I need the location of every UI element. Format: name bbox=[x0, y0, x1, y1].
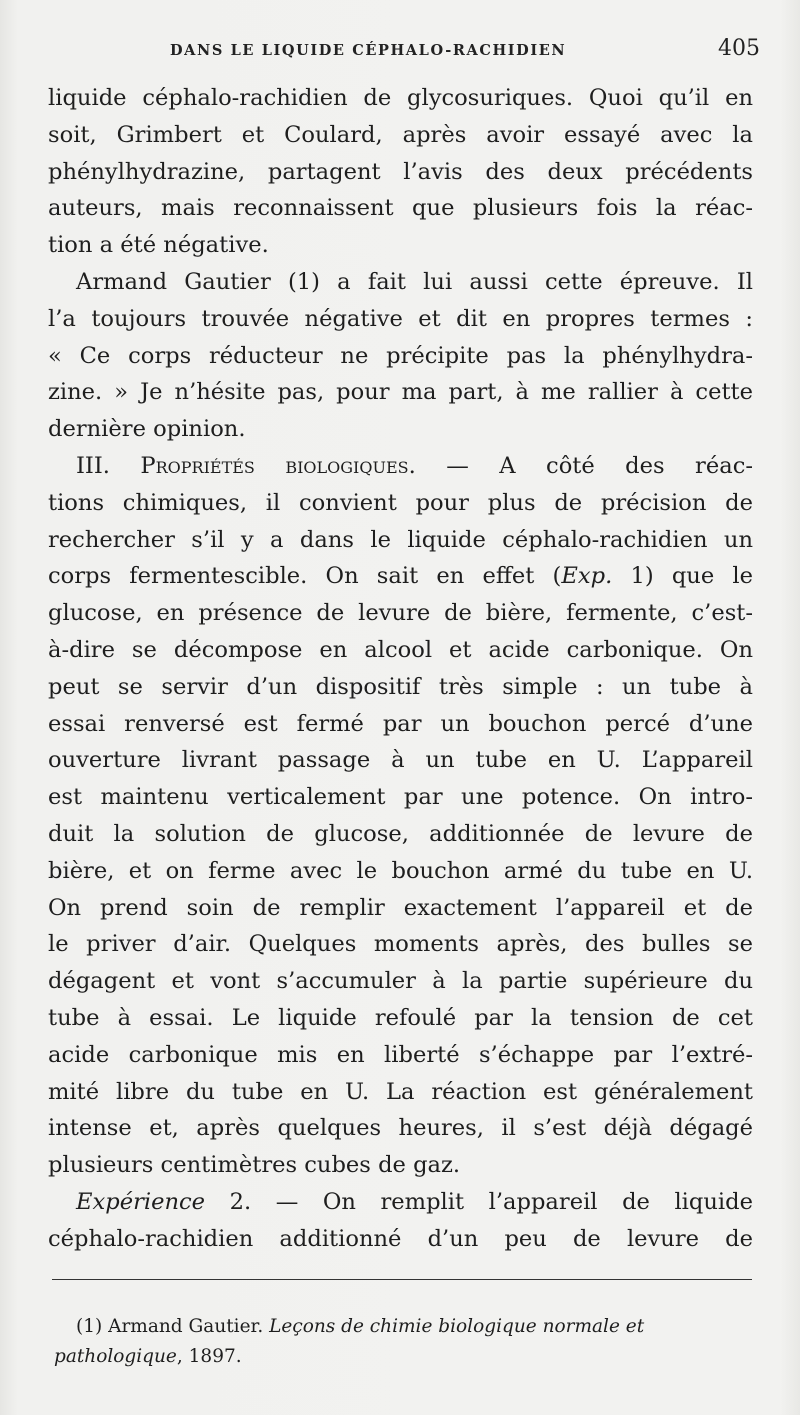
text-line: intense et, après quelques heures, il s’est déjà dégagé bbox=[48, 1115, 753, 1142]
text-line: zine. » Je n’hésite pas, pour ma part, à me rallier à cette bbox=[48, 379, 753, 406]
body-text bbox=[48, 80, 753, 1258]
text-line-with-reference bbox=[48, 558, 753, 595]
paragraph-start-line: Armand Gautier (1) a fait lui aussi cette épreuve. Il bbox=[76, 268, 753, 295]
text-line: tube à essai. Le liquide refoulé par la tension de cet bbox=[48, 1004, 753, 1031]
text-line: On prend soin de remplir exactement l’appareil et de bbox=[48, 894, 753, 921]
text-line: est maintenu verticalement par une potence. On intro- bbox=[48, 784, 753, 811]
text-line: soit, Grimbert et Coulard, après avoir essayé avec la bbox=[48, 121, 753, 148]
footnote-title: Leçons de chimie biologique normale et bbox=[269, 1316, 645, 1337]
text-line: peut se servir d’un dispositif très simple : un tube à bbox=[48, 673, 753, 700]
experiment-label: Expérience bbox=[76, 1188, 206, 1215]
page-number: 405 bbox=[718, 36, 760, 61]
text-line: glucose, en présence de levure de bière, fermente, c’est- bbox=[48, 600, 753, 627]
text-line: auteurs, mais reconnaissent que plusieurs fois la réac- bbox=[48, 195, 753, 222]
text-line: essai renversé est fermé par un bouchon percé d’une bbox=[48, 710, 753, 737]
section-number: III. bbox=[76, 452, 141, 479]
footnote-year: , 1897. bbox=[176, 1346, 242, 1367]
text-line: plusieurs centimètres cubes de gaz. bbox=[48, 1152, 461, 1179]
section-heading-rest: . — A côté des réac- bbox=[408, 452, 753, 479]
running-title: DANS LE LIQUIDE CÉPHALO-RACHIDIEN bbox=[170, 42, 567, 59]
footnote-divider bbox=[52, 1279, 752, 1280]
page-header bbox=[170, 36, 760, 66]
footnote-marker: (1) bbox=[76, 1316, 109, 1337]
text-line: dernière opinion. bbox=[48, 416, 246, 443]
text-line: céphalo-rachidien additionné d’un peu de levure de bbox=[48, 1225, 753, 1252]
text-line: à-dire se décompose en alcool et acide carbonique. On bbox=[48, 636, 753, 663]
footnote-title-cont: pathologique bbox=[54, 1346, 177, 1367]
text-span: corps fermentescible. On sait en effet ( bbox=[48, 563, 562, 590]
text-line: duit la solution de glucose, additionnée de levure de bbox=[48, 820, 753, 847]
text-line: tion a été négative. bbox=[48, 232, 269, 259]
text-line: « Ce corps réducteur ne précipite pas la phénylhydra- bbox=[48, 342, 753, 369]
text-line: ouverture livrant passage à un tube en U. L’appareil bbox=[48, 747, 753, 774]
text-line: dégagent et vont s’accumuler à la partie supérieure du bbox=[48, 968, 753, 995]
experiment-line bbox=[48, 1184, 753, 1221]
text-line: liquide céphalo-rachidien de glycosuriques. Quoi qu’il en bbox=[48, 85, 753, 111]
footnote-line-2 bbox=[54, 1342, 754, 1372]
text-line: bière, et on ferme avec le bouchon armé du tube en U. bbox=[48, 857, 753, 884]
text-line: le priver d’air. Quelques moments après, des bulles se bbox=[48, 931, 753, 958]
text-span: 2. — On remplit l’appareil de liquide bbox=[205, 1188, 753, 1215]
text-line: mité libre du tube en U. La réaction est généralement bbox=[48, 1078, 753, 1105]
text-line: l’a toujours trouvée négative et dit en propres termes : bbox=[48, 305, 753, 332]
text-line: acide carbonique mis en liberté s’échappe par l’extré- bbox=[48, 1041, 753, 1068]
footnote bbox=[54, 1312, 754, 1372]
section-title: Propriétés biologiques bbox=[140, 452, 409, 479]
experiment-reference: Exp. bbox=[561, 563, 613, 590]
footnote-line-1 bbox=[54, 1312, 754, 1342]
section-heading-line bbox=[48, 448, 753, 485]
text-line: rechercher s’il y a dans le liquide céphalo-rachidien un bbox=[48, 526, 753, 553]
text-line: tions chimiques, il convient pour plus de précision de bbox=[48, 489, 753, 516]
text-line: phénylhydrazine, partagent l’avis des deux précédents bbox=[48, 158, 753, 185]
text-span: 1) que le bbox=[612, 563, 754, 590]
footnote-author: Armand Gautier. bbox=[108, 1316, 270, 1337]
